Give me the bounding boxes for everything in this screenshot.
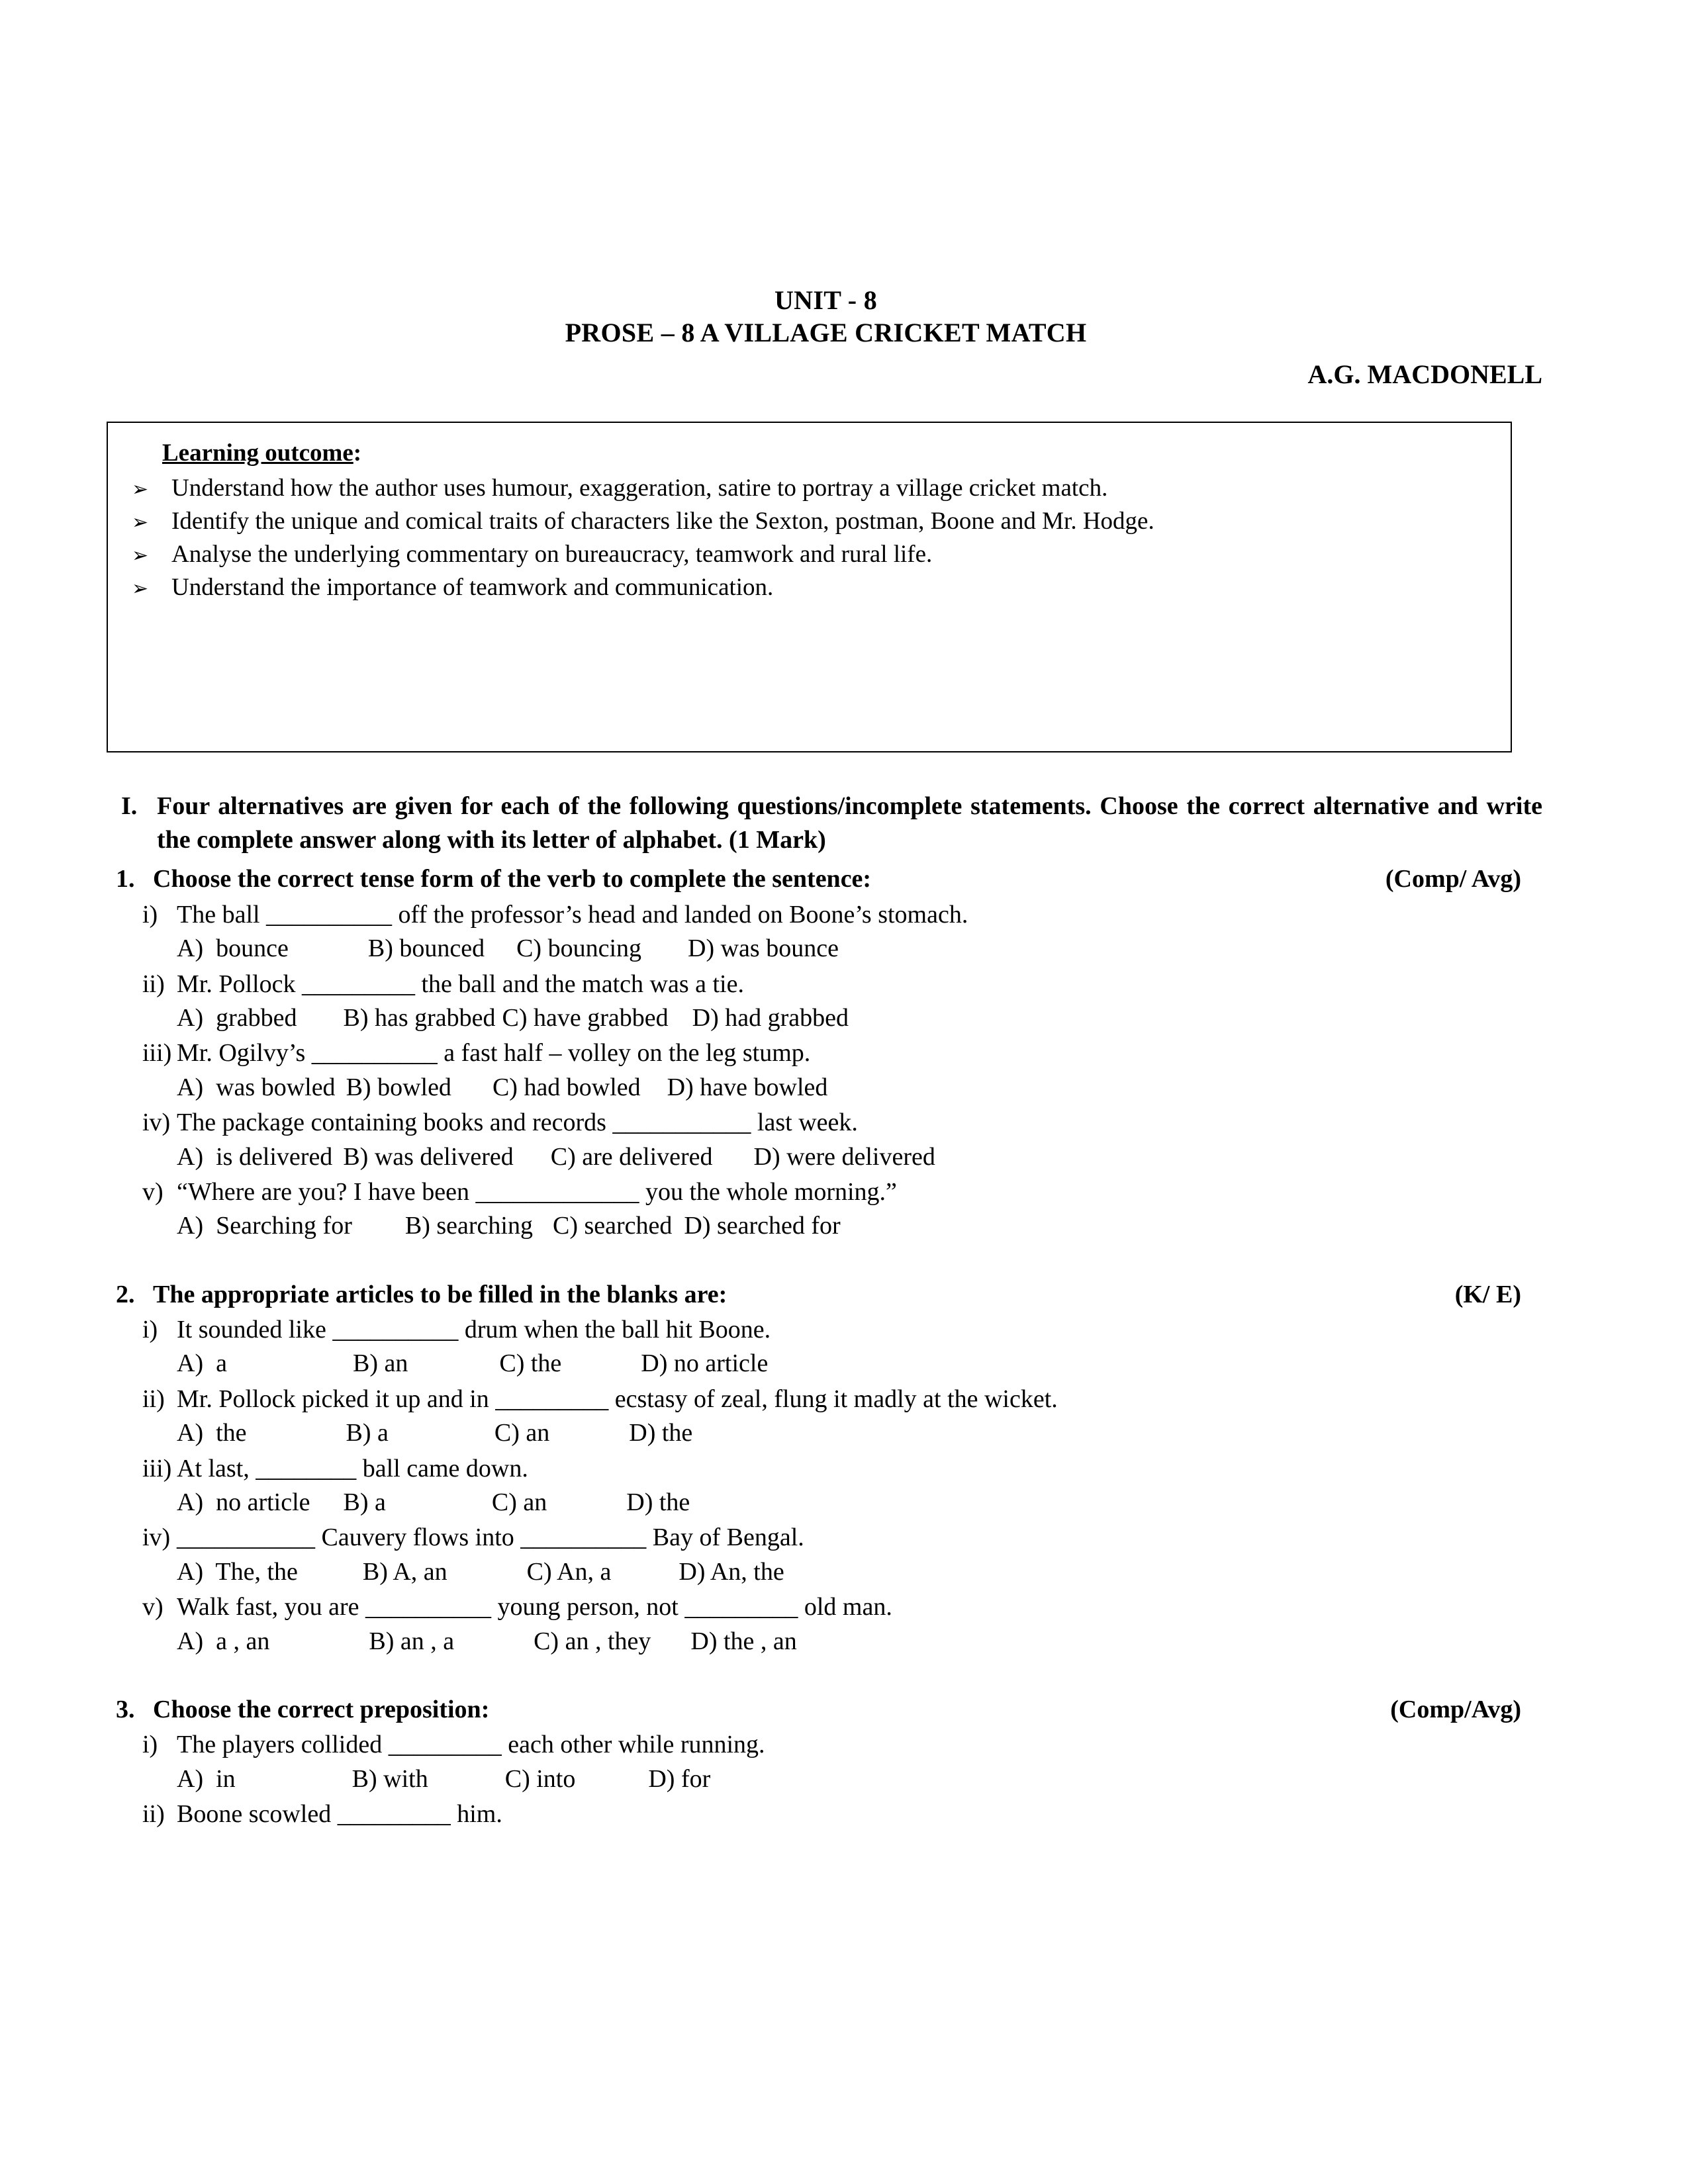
question-item	[103, 1729, 1549, 1761]
option-row	[103, 1002, 1549, 1034]
question-item	[103, 1453, 1549, 1485]
option-choice[interactable]: D) the	[626, 1488, 690, 1517]
section-instruction-text: Four alternatives are given for each of the following questions/incomplete statements. Choose the correct alternative and write the complete answer along with its letter of alphabet. (1 Mark)	[157, 792, 1542, 854]
arrow-bullet-icon: ➢	[132, 510, 149, 534]
option-row	[103, 1347, 1549, 1380]
option-choice[interactable]: B) was delivered	[343, 1142, 514, 1171]
item-label: v)	[142, 1177, 164, 1206]
option-choice[interactable]: D) no article	[641, 1349, 769, 1378]
item-label: i)	[142, 1731, 158, 1759]
option-choice[interactable]: C) are delivered	[550, 1142, 713, 1171]
option-choice[interactable]: C) bouncing	[516, 934, 642, 963]
option-choice[interactable]: C) into	[504, 1764, 576, 1793]
item-text: It sounded like __________ drum when the ball hit Boone.	[177, 1316, 771, 1344]
option-choice[interactable]: D) An, the	[679, 1557, 784, 1586]
item-text: The ball __________ off the professor’s head and landed on Boone’s stomach.	[177, 900, 968, 929]
item-text: ___________ Cauvery flows into __________ Bay of Bengal.	[177, 1524, 804, 1552]
question-number: 1.	[116, 865, 135, 893]
option-choice[interactable]: A) in	[177, 1764, 236, 1793]
question-heading	[103, 1694, 1549, 1726]
item-label: ii)	[142, 1800, 165, 1829]
question-item	[103, 1037, 1549, 1069]
question-heading	[103, 1279, 1549, 1311]
prose-title: PROSE – 8 A VILLAGE CRICKET MATCH	[565, 317, 1087, 347]
question-item	[103, 1107, 1549, 1139]
document-title-block	[103, 285, 1549, 349]
option-row	[103, 1556, 1549, 1588]
item-label: ii)	[142, 970, 165, 998]
item-text: Mr. Ogilvy’s __________ a fast half – volley on the leg stump.	[177, 1039, 811, 1068]
unit-title: UNIT - 8	[774, 285, 878, 315]
item-label: i)	[142, 900, 158, 929]
option-choice[interactable]: A) The, the	[177, 1557, 298, 1586]
item-text: The players collided _________ each other while running.	[177, 1731, 765, 1759]
option-choice[interactable]: A) grabbed	[177, 1003, 297, 1032]
question-mark-tag: (Comp/Avg)	[1390, 1696, 1521, 1723]
option-choice[interactable]: B) a	[346, 1419, 389, 1447]
question-item	[103, 1522, 1549, 1554]
option-row	[103, 1417, 1549, 1449]
option-choice[interactable]: B) searching	[404, 1212, 533, 1240]
learning-outcome-heading	[162, 439, 1484, 467]
option-choice[interactable]: D) searched for	[684, 1212, 841, 1240]
option-choice[interactable]: B) an	[352, 1349, 408, 1378]
option-choice[interactable]: B) a	[343, 1488, 386, 1517]
option-choice[interactable]: C) have grabbed	[502, 1003, 669, 1032]
question-item	[103, 1176, 1549, 1208]
learning-outcome-item-text: Understand the importance of teamwork and communication.	[171, 573, 774, 601]
item-label: iv)	[142, 1109, 171, 1137]
option-row	[103, 1486, 1549, 1519]
question-item	[103, 899, 1549, 931]
question-item	[103, 1591, 1549, 1623]
option-choice[interactable]: C) An, a	[526, 1557, 612, 1586]
item-text: Boone scowled _________ him.	[177, 1800, 502, 1829]
question-item	[103, 1383, 1549, 1416]
option-row	[103, 1071, 1549, 1104]
option-choice[interactable]: B) has grabbed	[343, 1003, 496, 1032]
learning-outcome-box	[107, 422, 1512, 752]
option-row	[103, 1625, 1549, 1658]
option-choice[interactable]: A) Searching for	[177, 1212, 352, 1240]
question-number: 2.	[116, 1280, 135, 1308]
item-text: “Where are you? I have been _____________ you the whole morning.”	[177, 1177, 897, 1206]
option-choice[interactable]: D) the , an	[690, 1627, 797, 1655]
option-choice[interactable]: D) had grabbed	[692, 1003, 849, 1032]
question-number: 3.	[116, 1696, 135, 1723]
question-title: Choose the correct tense form of the verb to complete the sentence:	[153, 865, 872, 893]
question-item	[103, 968, 1549, 1001]
learning-outcome-heading-text: Learning outcome	[162, 439, 353, 467]
item-text: Walk fast, you are __________ young person, not _________ old man.	[177, 1593, 892, 1621]
option-choice[interactable]: B) A, an	[362, 1557, 447, 1586]
item-label: iv)	[142, 1524, 171, 1552]
question-title: Choose the correct preposition:	[153, 1696, 490, 1723]
section-instruction	[103, 790, 1549, 857]
item-label: v)	[142, 1593, 164, 1621]
item-label: iii)	[142, 1454, 172, 1482]
option-choice[interactable]: C) had bowled	[492, 1073, 641, 1101]
option-choice[interactable]: C) an , they	[534, 1627, 651, 1655]
option-choice[interactable]: D) were delivered	[753, 1142, 935, 1171]
question-item	[103, 1314, 1549, 1346]
option-choice[interactable]: D) was bounce	[688, 934, 839, 963]
item-text: Mr. Pollock _________ the ball and the match was a tie.	[177, 970, 744, 998]
option-row	[103, 1141, 1549, 1173]
option-choice[interactable]: D) have bowled	[667, 1073, 828, 1101]
option-choice[interactable]: A) was bowled	[177, 1073, 336, 1101]
question-title: The appropriate articles to be filled in the blanks are:	[153, 1280, 727, 1308]
question-heading	[103, 863, 1549, 895]
option-choice[interactable]: A) is delivered	[177, 1142, 333, 1171]
learning-outcome-item	[132, 572, 1484, 604]
option-row	[103, 1210, 1549, 1242]
option-choice[interactable]: B) with	[352, 1764, 428, 1793]
section-numeral: I.	[121, 792, 138, 820]
option-choice[interactable]: B) bounced	[367, 934, 485, 963]
item-text: Mr. Pollock picked it up and in _________ ecstasy of zeal, flung it madly at the wicket.	[177, 1385, 1058, 1413]
author-name: A.G. MACDONELL	[1307, 359, 1542, 389]
item-text: At last, ________ ball came down.	[177, 1454, 528, 1482]
question-item	[103, 1798, 1549, 1831]
option-choice[interactable]: C) an	[494, 1419, 550, 1447]
option-choice[interactable]: A) a	[177, 1349, 227, 1378]
learning-outcome-item	[132, 506, 1484, 537]
option-row	[103, 933, 1549, 965]
arrow-bullet-icon: ➢	[132, 477, 149, 501]
option-choice[interactable]: C) the	[499, 1349, 562, 1378]
learning-outcome-item-text: Analyse the underlying commentary on bureaucracy, teamwork and rural life.	[171, 540, 933, 568]
item-label: ii)	[142, 1385, 165, 1413]
option-choice[interactable]: D) for	[648, 1764, 711, 1793]
option-choice[interactable]: C) an	[491, 1488, 547, 1517]
item-label: iii)	[142, 1039, 172, 1068]
item-text: The package containing books and records ___________ last week.	[177, 1109, 858, 1137]
learning-outcome-item-text: Identify the unique and comical traits of characters like the Sexton, postman, Boone and Mr. Hodge.	[171, 507, 1154, 535]
item-label: i)	[142, 1316, 158, 1344]
question-mark-tag: (Comp/ Avg)	[1385, 865, 1521, 893]
learning-outcome-item	[132, 539, 1484, 570]
learning-outcome-item-text: Understand how the author uses humour, exaggeration, satire to portray a village cricket match.	[171, 474, 1108, 502]
option-choice[interactable]: A) bounce	[177, 934, 289, 963]
arrow-bullet-icon: ➢	[132, 543, 149, 567]
option-choice[interactable]: A) no article	[177, 1488, 310, 1517]
option-row	[103, 1763, 1549, 1796]
question-mark-tag: (K/ E)	[1454, 1280, 1521, 1308]
option-choice[interactable]: B) an , a	[369, 1627, 455, 1655]
option-choice[interactable]: A) the	[177, 1419, 247, 1447]
option-choice[interactable]: C) searched	[552, 1212, 673, 1240]
option-choice[interactable]: B) bowled	[346, 1073, 451, 1101]
questions-list	[103, 863, 1549, 1831]
learning-outcome-item	[132, 473, 1484, 504]
option-choice[interactable]: D) the	[629, 1419, 693, 1447]
option-choice[interactable]: A) a , an	[177, 1627, 270, 1655]
learning-outcome-heading-colon: :	[353, 439, 362, 467]
arrow-bullet-icon: ➢	[132, 576, 149, 600]
